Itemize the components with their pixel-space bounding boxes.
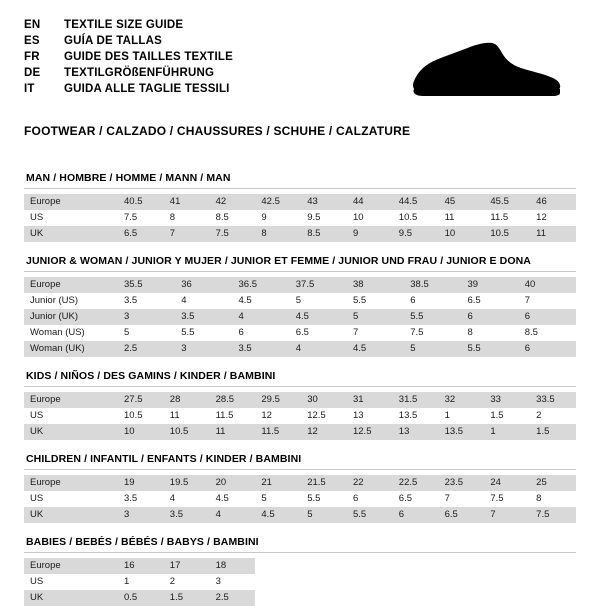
table-cell: 12 — [530, 210, 576, 226]
size-table — [24, 558, 576, 606]
table-cell: 3 — [118, 507, 164, 523]
row-label: Junior (UK) — [24, 309, 118, 325]
row-label: Woman (UK) — [24, 341, 118, 357]
table-row — [24, 210, 576, 226]
table-cell-empty — [347, 558, 393, 574]
table-row — [24, 277, 576, 293]
table-cell-empty — [301, 574, 347, 590]
table-cell: 6.5 — [462, 293, 519, 309]
table-cell: 12 — [301, 424, 347, 440]
table-cell: 4.5 — [290, 309, 347, 325]
table-cell: 4.5 — [210, 491, 256, 507]
table-cell: 1.5 — [530, 424, 576, 440]
section-man — [24, 172, 576, 242]
table-cell: 4 — [233, 309, 290, 325]
table-cell: 41 — [164, 194, 210, 210]
table-cell: 12.5 — [301, 408, 347, 424]
table-cell: 7 — [519, 293, 576, 309]
row-label: Europe — [24, 558, 118, 574]
section-title: BABIES / BEBÉS / BÉBÉS / BABYS / BAMBINI — [26, 536, 259, 548]
table-row — [24, 475, 576, 491]
table-cell: 4.5 — [233, 293, 290, 309]
table-cell: 7.5 — [118, 210, 164, 226]
row-label: US — [24, 574, 118, 590]
table-cell: 6.5 — [393, 491, 439, 507]
table-cell: 5 — [404, 341, 461, 357]
table-cell-empty — [347, 590, 393, 606]
table-cell: 4 — [290, 341, 347, 357]
section-title: JUNIOR & WOMAN / JUNIOR Y MUJER / JUNIOR ET FEMME / JUNIOR UND FRAU / JUNIOR E DONA — [26, 255, 531, 267]
table-cell: 46 — [530, 194, 576, 210]
table-cell: 40 — [519, 277, 576, 293]
language-row — [24, 50, 233, 66]
table-row — [24, 392, 576, 408]
table-cell: 6.5 — [439, 507, 485, 523]
table-cell: 6 — [393, 507, 439, 523]
table-row — [24, 491, 576, 507]
language-code: ES — [24, 35, 40, 47]
table-cell: 7.5 — [484, 491, 530, 507]
table-cell: 10 — [347, 210, 393, 226]
table-cell: 40.5 — [118, 194, 164, 210]
table-cell: 8 — [462, 325, 519, 341]
table-row — [24, 507, 576, 523]
table-cell: 38.5 — [404, 277, 461, 293]
table-cell: 27.5 — [118, 392, 164, 408]
table-cell: 11.5 — [255, 424, 301, 440]
table-cell: 3.5 — [118, 491, 164, 507]
table-cell: 3.5 — [118, 293, 175, 309]
table-cell: 6.5 — [290, 325, 347, 341]
table-cell: 6 — [347, 491, 393, 507]
section-kids — [24, 370, 576, 440]
table-cell: 10.5 — [393, 210, 439, 226]
language-code: FR — [24, 51, 40, 63]
page-header — [24, 18, 576, 112]
table-cell: 44 — [347, 194, 393, 210]
page-title: FOOTWEAR / CALZADO / CHAUSSURES / SCHUHE / CALZATURE — [24, 124, 411, 138]
row-label: UK — [24, 507, 118, 523]
table-cell: 9.5 — [393, 226, 439, 242]
section-divider — [24, 386, 576, 387]
table-cell: 28 — [164, 392, 210, 408]
table-cell: 31 — [347, 392, 393, 408]
language-title: GUIDA ALLE TAGLIE TESSILI — [64, 83, 230, 95]
table-cell: 5.5 — [347, 293, 404, 309]
table-cell: 1.5 — [164, 590, 210, 606]
language-title-rows — [24, 18, 233, 98]
table-cell: 7.5 — [530, 507, 576, 523]
section-divider — [24, 552, 576, 553]
table-cell: 43 — [301, 194, 347, 210]
table-cell: 1 — [484, 424, 530, 440]
table-cell: 9 — [347, 226, 393, 242]
table-cell: 8.5 — [519, 325, 576, 341]
table-cell: 44.5 — [393, 194, 439, 210]
row-label: Woman (US) — [24, 325, 118, 341]
row-label: Europe — [24, 392, 118, 408]
table-cell: 33.5 — [530, 392, 576, 408]
table-cell: 4.5 — [255, 507, 301, 523]
table-cell: 6.5 — [118, 226, 164, 242]
table-cell-empty — [347, 574, 393, 590]
table-cell: 10.5 — [164, 424, 210, 440]
table-cell: 32 — [439, 392, 485, 408]
table-cell: 8 — [255, 226, 301, 242]
table-cell: 11 — [210, 424, 256, 440]
row-label: Junior (US) — [24, 293, 118, 309]
section-babies — [24, 536, 576, 606]
size-table — [24, 194, 576, 242]
table-cell: 2.5 — [118, 341, 175, 357]
table-cell: 38 — [347, 277, 404, 293]
table-cell: 8 — [530, 491, 576, 507]
table-cell: 1.5 — [484, 408, 530, 424]
language-title: TEXTILE SIZE GUIDE — [64, 19, 184, 31]
table-cell-empty — [393, 558, 439, 574]
language-row — [24, 18, 233, 34]
table-cell: 39 — [462, 277, 519, 293]
table-cell: 3 — [210, 574, 256, 590]
table-cell: 42.5 — [255, 194, 301, 210]
table-cell: 8.5 — [301, 226, 347, 242]
table-cell: 5 — [301, 507, 347, 523]
size-sections — [24, 172, 576, 606]
table-cell-empty — [255, 590, 301, 606]
table-cell: 30 — [301, 392, 347, 408]
table-cell: 11.5 — [484, 210, 530, 226]
table-cell: 3.5 — [164, 507, 210, 523]
table-cell: 9.5 — [301, 210, 347, 226]
table-row — [24, 341, 576, 357]
table-cell: 11 — [439, 210, 485, 226]
table-cell: 5.5 — [175, 325, 232, 341]
row-label: Europe — [24, 475, 118, 491]
table-cell: 3 — [175, 341, 232, 357]
table-cell: 11 — [164, 408, 210, 424]
table-cell: 36 — [175, 277, 232, 293]
row-label: UK — [24, 590, 118, 606]
row-label: US — [24, 491, 118, 507]
table-cell: 10.5 — [118, 408, 164, 424]
table-row — [24, 226, 576, 242]
section-title: MAN / HOMBRE / HOMME / MANN / MAN — [26, 172, 231, 184]
table-cell: 45 — [439, 194, 485, 210]
table-cell: 6 — [462, 309, 519, 325]
table-cell: 24 — [484, 475, 530, 491]
table-cell: 23.5 — [439, 475, 485, 491]
row-label: US — [24, 210, 118, 226]
table-cell: 2 — [530, 408, 576, 424]
table-cell: 8 — [164, 210, 210, 226]
table-cell: 12 — [255, 408, 301, 424]
table-cell-empty — [301, 590, 347, 606]
table-row — [24, 424, 576, 440]
table-cell: 5.5 — [347, 507, 393, 523]
table-row — [24, 590, 576, 606]
table-row — [24, 574, 576, 590]
language-title: TEXTILGRÖßENFÜHRUNG — [64, 67, 215, 79]
table-cell: 6 — [519, 309, 576, 325]
table-cell: 31.5 — [393, 392, 439, 408]
section-title: KIDS / NIÑOS / DES GAMINS / KINDER / BAMBINI — [26, 370, 276, 382]
table-cell-empty — [484, 590, 530, 606]
table-cell: 5.5 — [462, 341, 519, 357]
table-cell: 25 — [530, 475, 576, 491]
table-cell: 4 — [210, 507, 256, 523]
table-cell: 4 — [164, 491, 210, 507]
table-row — [24, 293, 576, 309]
language-title-list — [24, 18, 233, 98]
table-cell: 36.5 — [233, 277, 290, 293]
row-label: UK — [24, 424, 118, 440]
table-cell: 5 — [290, 293, 347, 309]
language-title: GUÍA DE TALLAS — [64, 35, 162, 47]
table-cell: 13 — [347, 408, 393, 424]
table-cell: 0.5 — [118, 590, 164, 606]
table-cell: 12.5 — [347, 424, 393, 440]
table-cell: 21.5 — [301, 475, 347, 491]
table-cell: 19 — [118, 475, 164, 491]
table-cell-empty — [530, 590, 576, 606]
table-cell: 22 — [347, 475, 393, 491]
table-row — [24, 325, 576, 341]
table-cell: 5 — [118, 325, 175, 341]
table-cell: 6 — [519, 341, 576, 357]
section-divider — [24, 271, 576, 272]
table-cell: 4 — [175, 293, 232, 309]
table-cell: 6 — [404, 293, 461, 309]
table-cell: 19.5 — [164, 475, 210, 491]
table-cell: 11.5 — [210, 408, 256, 424]
table-cell: 2 — [164, 574, 210, 590]
table-cell-empty — [255, 558, 301, 574]
table-cell: 7.5 — [210, 226, 256, 242]
table-cell: 13.5 — [393, 408, 439, 424]
table-row — [24, 194, 576, 210]
table-cell: 29.5 — [255, 392, 301, 408]
table-cell-empty — [393, 590, 439, 606]
table-cell: 5 — [255, 491, 301, 507]
language-code: DE — [24, 67, 41, 79]
section-title: CHILDREN / INFANTIL / ENFANTS / KINDER / BAMBINI — [26, 453, 302, 465]
table-cell: 2.5 — [210, 590, 256, 606]
row-label: Europe — [24, 194, 118, 210]
table-cell: 10.5 — [484, 226, 530, 242]
table-cell: 45.5 — [484, 194, 530, 210]
size-table — [24, 277, 576, 357]
table-cell: 5 — [347, 309, 404, 325]
table-cell-empty — [393, 574, 439, 590]
table-cell-empty — [439, 574, 485, 590]
table-cell: 28.5 — [210, 392, 256, 408]
row-label: UK — [24, 226, 118, 242]
section-children — [24, 453, 576, 523]
table-cell: 22.5 — [393, 475, 439, 491]
table-cell: 42 — [210, 194, 256, 210]
dress-shoe-icon — [378, 32, 568, 112]
table-cell: 7 — [439, 491, 485, 507]
table-cell: 11 — [530, 226, 576, 242]
table-cell-empty — [255, 574, 301, 590]
language-row — [24, 34, 233, 50]
language-title: GUIDE DES TAILLES TEXTILE — [64, 51, 233, 63]
table-cell-empty — [530, 574, 576, 590]
table-cell-empty — [301, 558, 347, 574]
table-cell: 18 — [210, 558, 256, 574]
table-cell: 37.5 — [290, 277, 347, 293]
table-row — [24, 309, 576, 325]
table-cell-empty — [530, 558, 576, 574]
table-cell: 3.5 — [175, 309, 232, 325]
language-code: EN — [24, 19, 41, 31]
table-cell: 8.5 — [210, 210, 256, 226]
table-cell: 13.5 — [439, 424, 485, 440]
table-cell-empty — [484, 574, 530, 590]
language-row — [24, 82, 233, 98]
section-junior-woman — [24, 255, 576, 357]
section-divider — [24, 469, 576, 470]
table-cell: 1 — [118, 574, 164, 590]
size-table — [24, 475, 576, 523]
row-label: US — [24, 408, 118, 424]
table-cell: 3 — [118, 309, 175, 325]
table-cell: 3.5 — [233, 341, 290, 357]
table-row — [24, 408, 576, 424]
table-cell: 21 — [255, 475, 301, 491]
table-row — [24, 558, 576, 574]
table-cell: 7 — [164, 226, 210, 242]
table-cell: 16 — [118, 558, 164, 574]
table-cell-empty — [484, 558, 530, 574]
table-cell: 20 — [210, 475, 256, 491]
table-cell: 5.5 — [301, 491, 347, 507]
table-cell-empty — [439, 590, 485, 606]
table-cell: 7 — [484, 507, 530, 523]
table-cell: 33 — [484, 392, 530, 408]
table-cell-empty — [439, 558, 485, 574]
table-cell: 17 — [164, 558, 210, 574]
language-code: IT — [24, 83, 35, 95]
section-divider — [24, 188, 576, 189]
table-cell: 1 — [439, 408, 485, 424]
table-cell: 35.5 — [118, 277, 175, 293]
language-row — [24, 66, 233, 82]
table-cell: 10 — [439, 226, 485, 242]
table-cell: 5.5 — [404, 309, 461, 325]
table-cell: 7.5 — [404, 325, 461, 341]
table-cell: 6 — [233, 325, 290, 341]
size-table — [24, 392, 576, 440]
table-cell: 10 — [118, 424, 164, 440]
row-label: Europe — [24, 277, 118, 293]
table-cell: 13 — [393, 424, 439, 440]
table-cell: 4.5 — [347, 341, 404, 357]
table-cell: 9 — [255, 210, 301, 226]
table-cell: 7 — [347, 325, 404, 341]
